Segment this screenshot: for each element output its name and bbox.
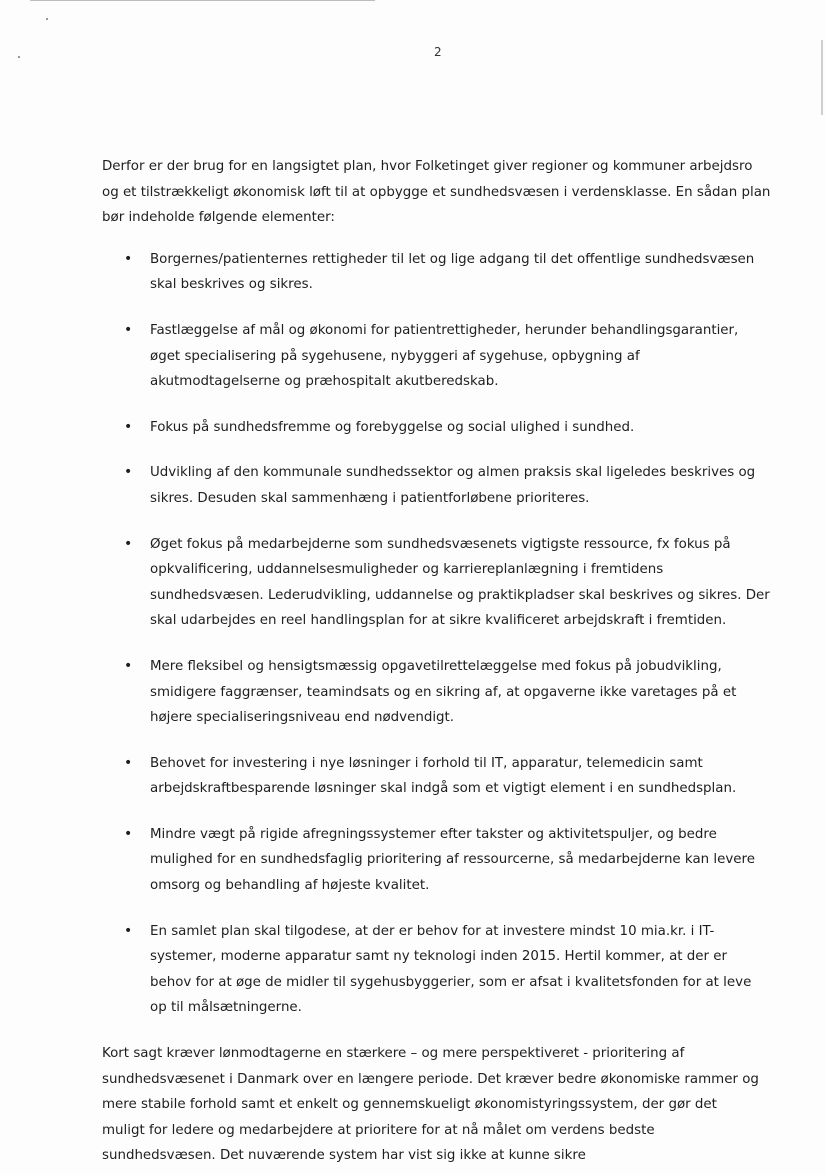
bullet-icon: •	[124, 535, 133, 552]
list-item	[102, 654, 772, 731]
page-number: 2	[434, 45, 442, 59]
bullet-icon: •	[124, 825, 133, 842]
scan-artifact-right-edge	[821, 40, 823, 115]
closing-paragraph: Kort sagt kræver lønmodtagerne en stærkere – og mere perspektiveret - prioritering af sundhedsvæsenet i Danmark over en længere periode. Det kræver bedre økonomiske rammer og mere stabile forhold samt et enkelt og gennemskueligt økonomistyringssystem, der gør det muligt for ledere og medarbejdere at prioritere for at nå målet om verdens bedste sundhedsvæsen. Det nuværende system har vist sig ikke at kunne sikre	[102, 1046, 759, 1164]
list-item-text: Behovet for investering i nye løsninger i forhold til IT, apparatur, telemedicin samt arbejdskraftbesparende løsninger skal indgå som et vigtigt element i en sundhedsplan.	[150, 755, 737, 797]
list-item	[102, 751, 772, 802]
list-item-text: Mindre vægt på rigide afregningssystemer efter takster og aktivitetspuljer, og bedre mulighed for en sundhedsfaglig prioritering af ressourcerne, så medarbejderne kan levere omsorg og behandling af højeste kvalitet.	[150, 826, 755, 894]
list-item-text: Mere fleksibel og hensigtsmæssig opgavetilrettelæggelse med fokus på jobudvikling, smidigere faggrænser, teamindsats og en sikring af, at opgaverne ikke varetages på et højere specialiseringsniveau end nødvendigt.	[150, 658, 737, 726]
scan-artifact-top-line	[30, 0, 375, 1]
list-item	[102, 532, 772, 634]
list-item-text: Udvikling af den kommunale sundhedssektor og almen praksis skal ligeledes beskrives og sikres. Desuden skal sammenhæng i patientforløbene prioriteres.	[150, 465, 756, 506]
list-item-text: Øget fokus på medarbejderne som sundhedsvæsenets vigtigste ressource, fx fokus på opkvalificering, uddannelsesmuligheder og karriereplanlægning i fremtidens sundhedsvæsen. Lederudvikling, uddannelse og praktikpladser skal beskrives og sikres. Der skal udarbejdes en reel handlingsplan for at sikre kvalificeret arbejdskraft i fremtiden.	[150, 536, 770, 629]
bullet-list	[102, 247, 772, 1021]
bullet-icon: •	[124, 418, 133, 435]
bullet-icon: •	[124, 754, 133, 771]
list-item-text: En samlet plan skal tilgodese, at der er behov for at investere mindst 10 mia.kr. i IT-systemer, moderne apparatur samt ny teknologi inden 2015. Hertil kommer, at der er behov for at øge de midler til sygehusbyggerier, som er afsat i kvalitetsfonden for at leve op til målsætningerne.	[150, 923, 752, 1016]
scan-speck	[46, 18, 48, 20]
bullet-icon: •	[124, 922, 133, 939]
list-item-text: Borgernes/patienternes rettigheder til let og lige adgang til det offentlige sundhedsvæsen skal beskrives og sikres.	[150, 251, 755, 293]
document-body	[102, 154, 772, 1169]
bullet-icon: •	[124, 657, 133, 674]
bullet-icon: •	[124, 250, 133, 267]
list-item-text: Fastlæggelse af mål og økonomi for patientrettigheder, herunder behandlingsgarantier, øget specialisering på sygehusene, nybyggeri af sygehuse, opbygning af akutmodtagelserne og præhospitalt akutberedskab.	[150, 322, 739, 390]
list-item-text: Fokus på sundhedsfremme og forebyggelse og social ulighed i sundhed.	[150, 419, 635, 435]
list-item	[102, 822, 772, 899]
scan-speck	[18, 56, 20, 58]
bullet-icon: •	[124, 464, 133, 481]
bullet-icon: •	[124, 321, 133, 338]
list-item	[102, 460, 772, 511]
list-item	[102, 247, 772, 298]
intro-paragraph: Derfor er der brug for en langsigtet plan, hvor Folketinget giver regioner og kommuner arbejdsro og et tilstrækkeligt økonomisk løft til at opbygge et sundhedsvæsen i verdensklasse. En sådan plan bør indeholde følgende elementer:	[102, 159, 771, 226]
list-item	[102, 318, 772, 395]
list-item	[102, 415, 772, 441]
list-item	[102, 919, 772, 1021]
